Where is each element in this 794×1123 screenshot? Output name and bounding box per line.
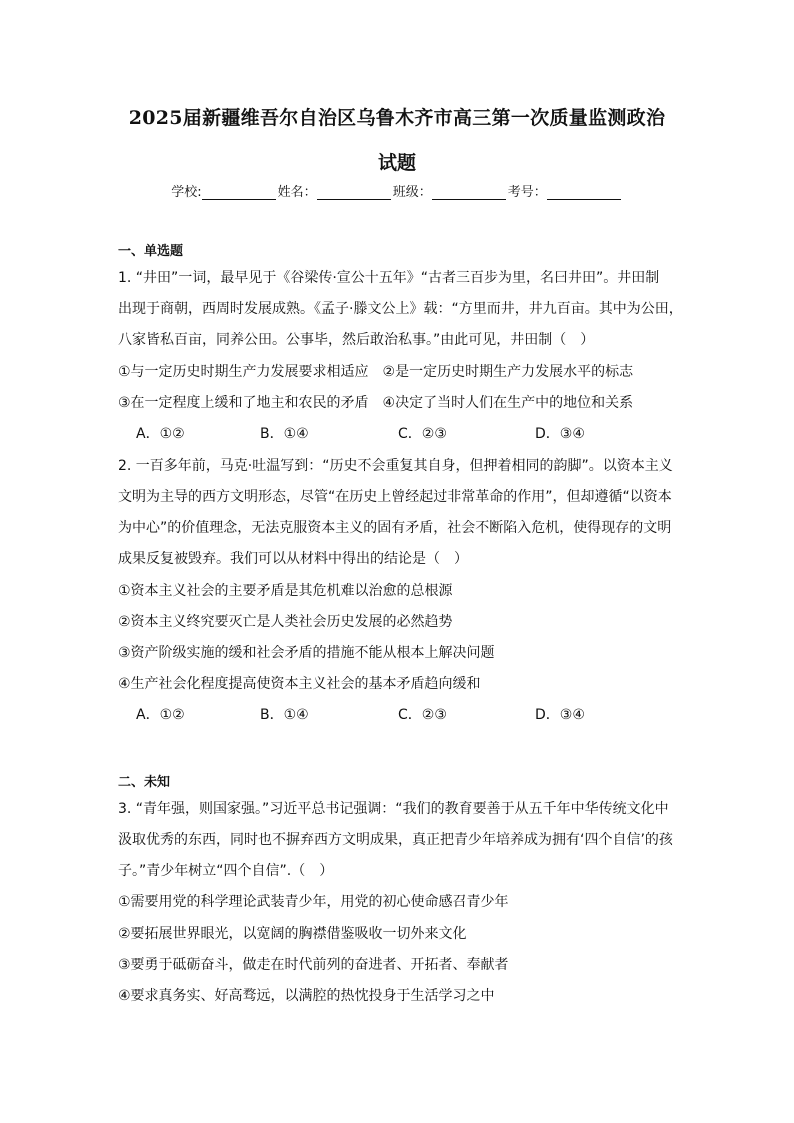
- school-blank: [202, 185, 276, 200]
- q2-choice-a[interactable]: A．①②: [136, 707, 185, 723]
- class-blank: [432, 185, 506, 200]
- q3-stem-line: 3. “青年强，则国家强。”习近平总书记强调：“我们的教育要善于从五千年中华传统文化中: [118, 801, 669, 817]
- q2-stem-line: 成果反复被毁弃。我们可以从材料中得出的结论是（ ）: [118, 551, 468, 567]
- number-field: [508, 181, 623, 200]
- q2-option-line: ④生产社会化程度提高使资本主义社会的基本矛盾趋向缓和: [118, 676, 481, 692]
- q2-option-line: ③资产阶级实施的缓和社会矛盾的措施不能从根本上解决问题: [118, 645, 495, 661]
- q2-choice-c[interactable]: C．②③: [398, 707, 447, 723]
- section-heading-single-choice: 一、单选题: [118, 244, 184, 259]
- q3-stem-line: 子。”青少年树立“四个自信”.（ ）: [118, 863, 334, 879]
- section-heading-unknown: 二、未知: [118, 775, 171, 790]
- q2-option-line: ②资本主义终究要灭亡是人类社会历史发展的必然趋势: [118, 614, 453, 630]
- q3-option-line: ②要拓展世界眼光，以宽阔的胸襟借鉴吸收一切外来文化: [118, 926, 467, 942]
- school-field: [171, 181, 277, 200]
- q1-stem-line: 出现于商朝，西周时发展成熟。《孟子·滕文公上》载：“方里而井，井九百亩。其中为公田，: [118, 301, 683, 317]
- exam-title-line1: 2025届新疆维吾尔自治区乌鲁木齐市高三第一次质量监测政治: [128, 107, 666, 129]
- name-label: 姓名：: [277, 185, 317, 200]
- q1-choice-c[interactable]: C．②③: [398, 426, 447, 442]
- q2-option-line: ①资本主义社会的主要矛盾是其危机难以治愈的总根源: [118, 583, 453, 599]
- class-field: [393, 181, 508, 200]
- school-label: 学校:: [171, 185, 202, 200]
- q1-stem-line: 1. “井田”一词，最早见于《谷梁传·宣公十五年》“古者三百步为里，名曰井田”。井田制: [118, 270, 660, 286]
- q2-stem-line: 文明为主导的西方文明形态，尽管“在历史上曾经起过非常革命的作用”，但却遵循“以资本: [118, 489, 672, 505]
- q1-choice-a[interactable]: A．①②: [136, 426, 185, 442]
- q2-choice-b[interactable]: B．①④: [260, 707, 309, 723]
- q1-stem-line: 八家皆私百亩，同养公田。公事毕，然后敢治私事。”由此可见，井田制（ ）: [118, 332, 595, 348]
- q1-choice-d[interactable]: D．③④: [535, 426, 585, 442]
- q3-option-line: ④要求真务实、好高骛远，以满腔的热忱投身于生活学习之中: [118, 988, 495, 1004]
- q1-option-line: ③在一定程度上缓和了地主和农民的矛盾 ④决定了当时人们在生产中的地位和关系: [118, 395, 634, 411]
- name-field: [278, 181, 393, 200]
- number-label: 考号：: [507, 185, 547, 200]
- name-blank: [317, 185, 391, 200]
- student-info-row: [0, 181, 794, 200]
- q2-choice-d[interactable]: D．③④: [535, 707, 585, 723]
- class-label: 班级：: [392, 185, 432, 200]
- exam-title-line2: 试题: [377, 152, 416, 174]
- q1-choice-b[interactable]: B．①④: [260, 426, 309, 442]
- q2-stem-line: 2. 一百多年前，马克·吐温写到：“历史不会重复其自身，但押着相同的韵脚”。以资本主义: [118, 458, 673, 474]
- q3-option-line: ③要勇于砥砺奋斗，做走在时代前列的奋进者、开拓者、奉献者: [118, 957, 509, 973]
- q2-stem-line: 为中心”的价值理念，无法克服资本主义的固有矛盾，社会不断陷入危机，使得现存的文明: [118, 520, 672, 536]
- q3-option-line: ①需要用党的科学理论武装青少年，用党的初心使命感召青少年: [118, 894, 509, 910]
- q1-option-line: ①与一定历史时期生产力发展要求相适应 ②是一定历史时期生产力发展水平的标志: [118, 364, 634, 380]
- number-blank: [547, 185, 621, 200]
- q3-stem-line: 汲取优秀的东西，同时也不摒弃西方文明成果，真正把青少年培养成为拥有‘四个自信’的孩: [118, 832, 673, 848]
